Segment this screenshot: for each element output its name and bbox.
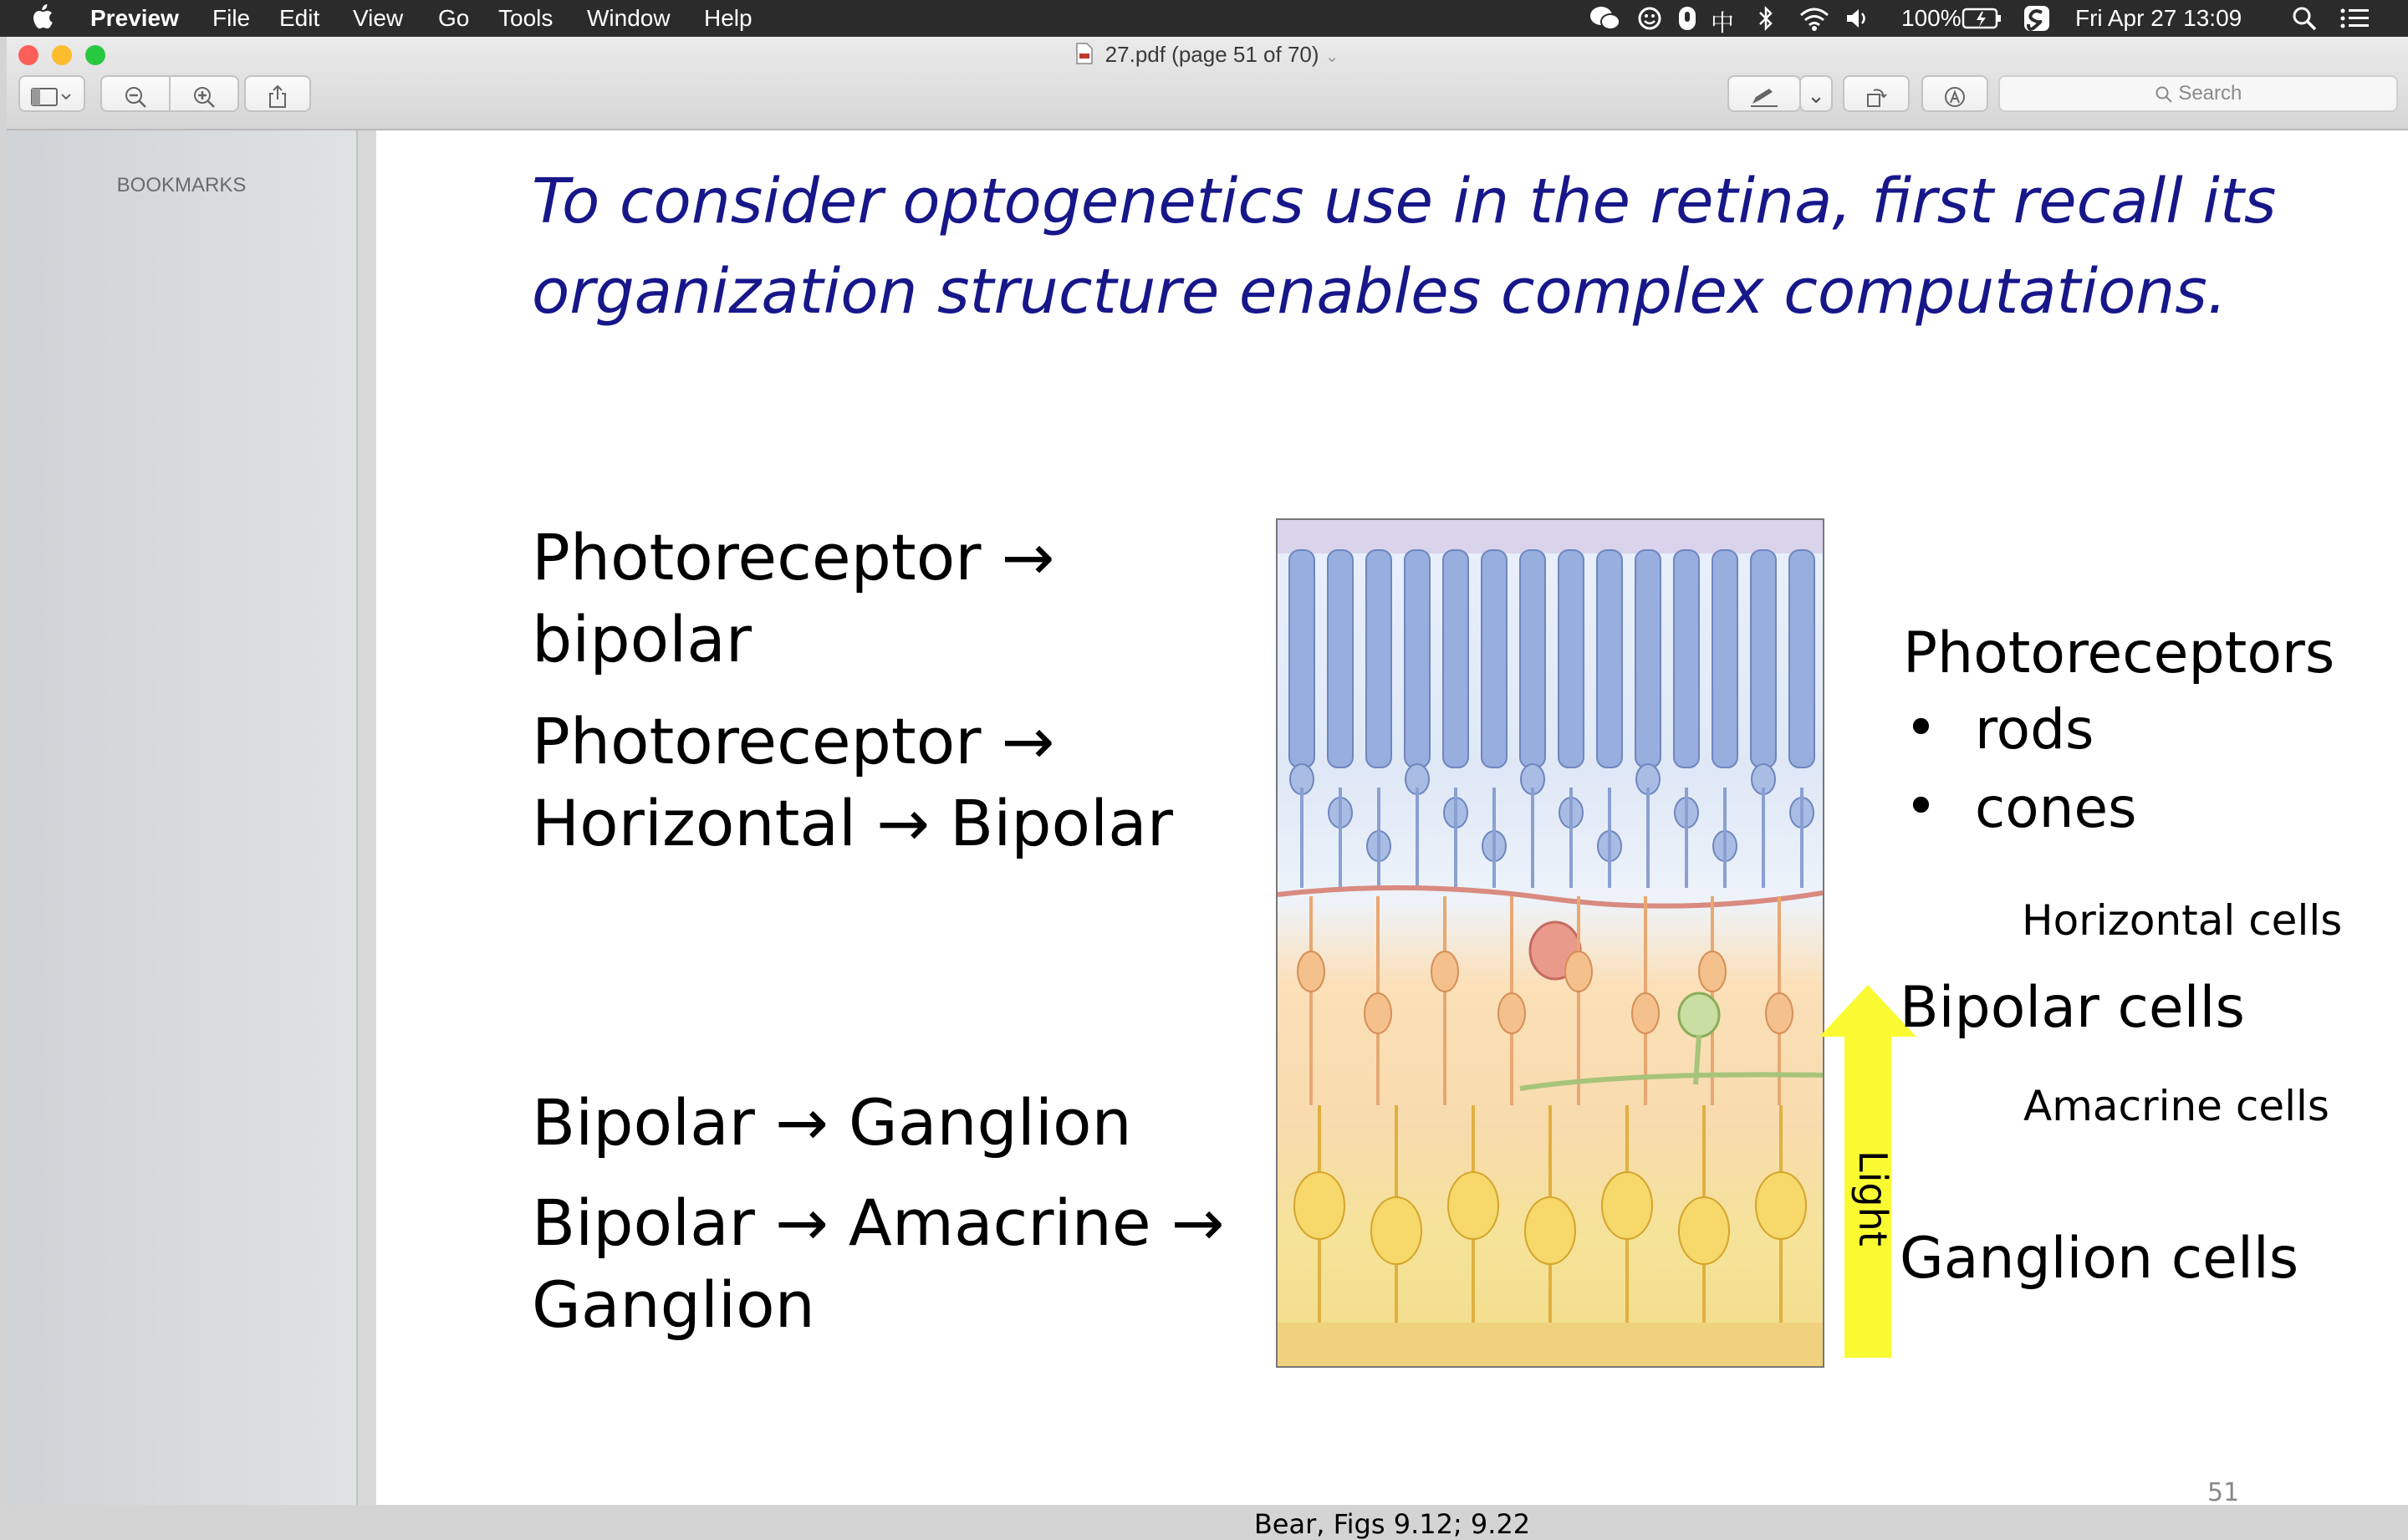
sidebar-toggle-button[interactable] xyxy=(18,75,85,112)
menu-help[interactable]: Help xyxy=(704,5,752,31)
photoreceptor-outer-segment xyxy=(1328,550,1353,767)
photoreceptor-outer-segment xyxy=(1289,550,1314,767)
clock[interactable]: Fri Apr 27 13:09 xyxy=(2075,5,2242,31)
sidebar-divider[interactable] xyxy=(358,130,376,1505)
bipolar-soma xyxy=(1431,951,1458,992)
annotate-button[interactable] xyxy=(1921,75,1988,112)
photoreceptor-outer-segment xyxy=(1597,550,1622,767)
bipolar-soma xyxy=(1632,993,1659,1033)
photoreceptor-outer-segment xyxy=(1443,550,1468,767)
photoreceptor-cells xyxy=(1289,550,1814,888)
bullet-icon: • xyxy=(1905,774,1937,839)
figure-caption: Bear, Figs 9.12; 9.22 xyxy=(1253,1508,1531,1540)
pathway-1-line-2: bipolar xyxy=(532,602,752,676)
ganglion-soma xyxy=(1525,1197,1575,1264)
label-bipolar-cells: Bipolar cells xyxy=(1900,975,2245,1041)
ganglion-soma xyxy=(1679,1197,1729,1264)
ganglion-cells xyxy=(1294,1105,1806,1323)
menu-app-name[interactable]: Preview xyxy=(90,5,179,31)
battery-percent: 100% xyxy=(1901,5,1962,31)
microphone-icon[interactable] xyxy=(1676,5,1699,38)
volume-icon[interactable] xyxy=(1844,5,1871,38)
photoreceptor-outer-segment xyxy=(1751,550,1776,767)
apple-icon[interactable] xyxy=(30,3,54,37)
photoreceptor-outer-segment xyxy=(1559,550,1584,767)
page-number: 51 xyxy=(2207,1478,2240,1507)
pathway-2-line-1: Photoreceptor → xyxy=(532,704,1055,778)
input-method[interactable]: 中 xyxy=(1711,10,1735,36)
label-rods: rods xyxy=(1975,697,2094,762)
preview-window xyxy=(7,37,2408,1540)
wifi-icon[interactable] xyxy=(1798,5,1831,38)
slide-title-line-2: organization structure enables complex computations. xyxy=(532,256,2227,328)
share-icon xyxy=(267,84,288,110)
menu-window[interactable]: Window xyxy=(587,5,671,31)
pathway-3: Bipolar → Ganglion xyxy=(532,1085,1132,1160)
zoom-in-icon xyxy=(191,84,217,110)
menu-tools[interactable]: Tools xyxy=(498,5,554,31)
zoom-out-icon xyxy=(123,84,148,110)
menu-edit[interactable]: Edit xyxy=(279,5,320,31)
spotlight-search-icon[interactable] xyxy=(2291,5,2318,38)
share-button[interactable] xyxy=(244,75,311,112)
battery-icon[interactable] xyxy=(1962,7,2002,37)
bipolar-soma xyxy=(1766,993,1793,1033)
ganglion-soma xyxy=(1294,1172,1344,1239)
bipolar-soma xyxy=(1298,951,1324,992)
search-field[interactable] xyxy=(1998,75,2398,112)
bluetooth-icon[interactable] xyxy=(1756,5,1776,38)
label-cones: cones xyxy=(1975,776,2137,840)
photoreceptor-outer-segment xyxy=(1405,550,1430,767)
label-ganglion-cells: Ganglion cells xyxy=(1900,1226,2299,1292)
photoreceptor-outer-segment xyxy=(1674,550,1699,767)
bullet-icon: • xyxy=(1905,696,1937,760)
rotate-button[interactable] xyxy=(1843,75,1910,112)
annotate-icon xyxy=(1942,84,1967,110)
markup-button[interactable] xyxy=(1727,75,1801,112)
zoom-in-button[interactable] xyxy=(169,75,239,112)
title-bar xyxy=(7,37,2408,130)
label-photoreceptors: Photoreceptors xyxy=(1903,620,2335,686)
photoreceptor-outer-segment xyxy=(1635,550,1661,767)
bipolar-soma xyxy=(1565,951,1592,992)
ganglion-soma xyxy=(1371,1197,1421,1264)
photoreceptor-outer-segment xyxy=(1520,550,1545,767)
pathway-4-line-1: Bipolar → Amacrine → xyxy=(532,1186,1225,1260)
pathway-1-line-1: Photoreceptor → xyxy=(532,520,1055,594)
pdf-page[interactable] xyxy=(376,130,2408,1540)
photoreceptor-outer-segment xyxy=(1366,550,1391,767)
sidebar-icon xyxy=(30,86,74,108)
bipolar-soma xyxy=(1498,993,1525,1033)
sidebar[interactable] xyxy=(7,130,358,1505)
pathway-2-line-2: Horizontal → Bipolar xyxy=(532,786,1173,860)
chevron-down-icon: ⌄ xyxy=(1324,48,1339,66)
pen-icon xyxy=(1747,85,1781,109)
photoreceptor-outer-segment xyxy=(1789,550,1814,767)
light-label: Light xyxy=(1850,1150,1895,1247)
ganglion-soma xyxy=(1602,1172,1652,1239)
slide-title-line-1: To consider optogenetics use in the retina, first recall its xyxy=(532,166,2277,237)
amacrine-cell xyxy=(1679,993,1719,1037)
notification-center-icon[interactable] xyxy=(2339,5,2371,38)
bipolar-soma xyxy=(1365,993,1391,1033)
menu-file[interactable]: File xyxy=(212,5,251,31)
sync-app-icon[interactable] xyxy=(2023,5,2050,38)
pathway-4-line-2: Ganglion xyxy=(532,1267,815,1342)
emoji-icon[interactable] xyxy=(1637,5,1662,38)
photoreceptor-outer-segment xyxy=(1712,550,1737,767)
pdf-file-icon xyxy=(1075,43,1094,70)
ganglion-soma xyxy=(1448,1172,1498,1239)
document-title[interactable] xyxy=(7,42,2408,70)
photoreceptor-outer-segment xyxy=(1482,550,1507,767)
menu-go[interactable]: Go xyxy=(438,5,470,31)
wechat-icon[interactable] xyxy=(1589,5,1622,38)
document-title-text: 27.pdf (page 51 of 70) xyxy=(1105,42,1319,67)
bookmarks-heading: BOOKMARKS xyxy=(116,174,247,196)
search-icon xyxy=(2155,82,2179,105)
rotate-icon xyxy=(1864,84,1889,110)
markup-menu-button[interactable] xyxy=(1799,75,1833,112)
menu-bar xyxy=(0,0,2408,37)
chevron-down-icon: ⌄ xyxy=(1807,83,1825,108)
label-amacrine-cells: Amacrine cells xyxy=(2023,1082,2329,1130)
retina-illustration xyxy=(1276,518,1824,1368)
label-horizontal-cells: Horizontal cells xyxy=(2022,896,2343,945)
ganglion-soma xyxy=(1756,1172,1806,1239)
zoom-out-button[interactable] xyxy=(100,75,171,112)
search-placeholder: Search xyxy=(2178,82,2242,105)
bipolar-soma xyxy=(1699,951,1726,992)
menu-view[interactable]: View xyxy=(353,5,404,31)
